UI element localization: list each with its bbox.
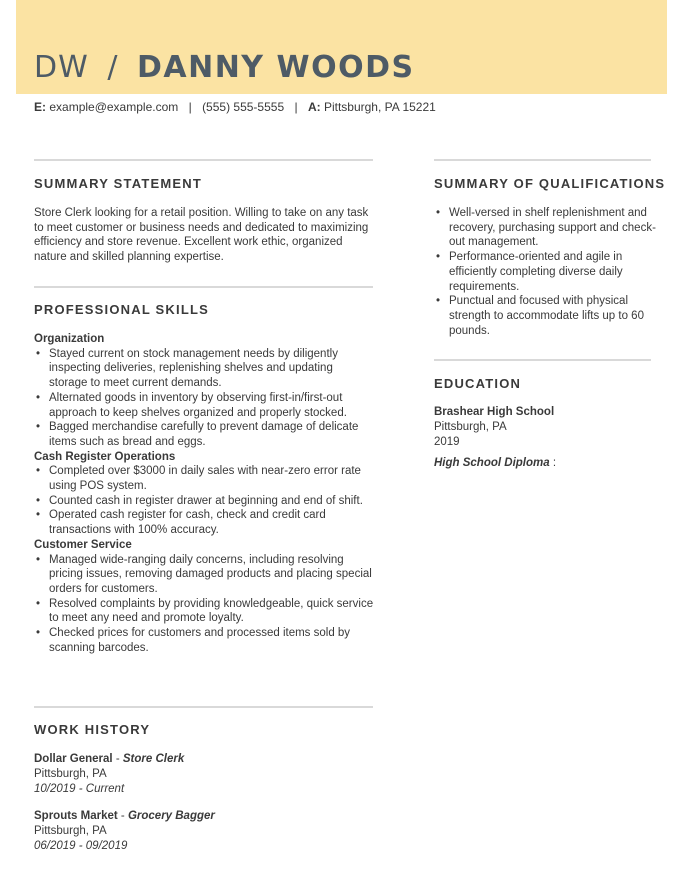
job-title: Grocery Bagger: [127, 810, 215, 822]
work-heading: WORK HISTORY: [34, 722, 151, 737]
name-slash: /: [107, 50, 119, 85]
job-dates: 06/2019 - 09/2019: [34, 840, 128, 852]
contact-separator: |: [294, 100, 298, 114]
skill-item: • Bagged merchandise carefully to prevent damage of delicate items such as bread and eggs.: [34, 420, 374, 449]
address-label: A:: [307, 100, 321, 114]
job-employer: Dollar General: [34, 753, 113, 765]
job-entry: [34, 809, 374, 854]
school-name: Brashear High School: [434, 406, 555, 418]
job-dash: -: [112, 753, 123, 765]
skill-item: • Operated cash register for cash, check and credit card transactions with 100% accuracy.: [34, 508, 374, 537]
skill-item: • Alternated goods in inventory by observing first-in/first-out approach to keep shelves organized and properly stocked.: [34, 391, 374, 420]
graduation-year: 2019: [434, 436, 460, 448]
degree: High School Diploma: [434, 457, 550, 469]
skill-item: • Checked prices for customers and processed items sold by scanning barcodes.: [34, 626, 374, 655]
skill-item: • Resolved complaints by providing knowledgeable, quick service to meet any need and promote loyalty.: [34, 597, 374, 626]
job-title: Store Clerk: [122, 753, 185, 765]
summary-text: Store Clerk looking for a retail position. Willing to take on any task to meet customer or business needs and dedicated to maximizing efficiency and store revenue. Excellent work ethic, organized nature and skilled planning expertise.: [34, 207, 369, 264]
section-divider: [434, 359, 651, 361]
qualification-item: • Performance-oriented and agile in efficiently completing diverse daily requirements.: [434, 250, 656, 294]
qualifications-heading: SUMMARY OF QUALIFICATIONS: [434, 176, 666, 191]
school-location: Pittsburgh, PA: [434, 421, 507, 433]
contact-separator: |: [188, 100, 192, 114]
education-entry: [434, 405, 654, 471]
skill-item: • Stayed current on stock management needs by diligently inspecting deliveries, replenishing shelves and updating storage to meet current demands.: [34, 347, 374, 391]
job-dates: 10/2019 - Current: [34, 783, 125, 795]
skills-heading: PROFESSIONAL SKILLS: [34, 302, 209, 317]
skills-list: [34, 332, 374, 655]
summary-heading: SUMMARY STATEMENT: [34, 176, 202, 191]
skill-group-title: Customer Service: [34, 538, 132, 551]
email: example@example.com: [49, 100, 179, 114]
section-divider: [34, 286, 373, 288]
skill-item: • Managed wide-ranging daily concerns, including resolving pricing issues, removing damaged products and placing special orders for customers.: [34, 553, 374, 597]
email-label: E:: [34, 100, 46, 114]
skill-item: • Counted cash in register drawer at beginning and end of shift.: [34, 494, 374, 509]
qualification-item: • Punctual and focused with physical strength to accommodate lifts up to 60 pounds.: [434, 294, 656, 338]
job-location: Pittsburgh, PA: [34, 768, 107, 780]
skill-item: • Completed over $3000 in daily sales with near-zero error rate using POS system.: [34, 464, 374, 493]
job-employer: Sprouts Market: [34, 810, 118, 822]
phone: (555) 555-5555: [202, 100, 285, 114]
address: Pittsburgh, PA 15221: [323, 100, 436, 114]
education-heading: EDUCATION: [434, 376, 522, 391]
qualification-item: • Well-versed in shelf replenishment and recovery, purchasing support and check-out management.: [434, 206, 656, 250]
job-dash: -: [117, 810, 128, 822]
name-initials: DW: [34, 50, 89, 85]
qualifications-list: [434, 206, 656, 338]
job-entry: [34, 752, 374, 797]
degree-suffix: :: [549, 457, 557, 469]
skill-group-title: Organization: [34, 333, 105, 345]
section-divider: [434, 159, 651, 161]
skill-group-title: Cash Register Operations: [34, 450, 176, 463]
full-name: DANNY WOODS: [136, 50, 415, 85]
section-divider: [34, 159, 373, 161]
name-row: [34, 50, 415, 85]
section-divider: [34, 706, 373, 708]
job-location: Pittsburgh, PA: [34, 825, 107, 837]
contact-line: [34, 100, 436, 114]
